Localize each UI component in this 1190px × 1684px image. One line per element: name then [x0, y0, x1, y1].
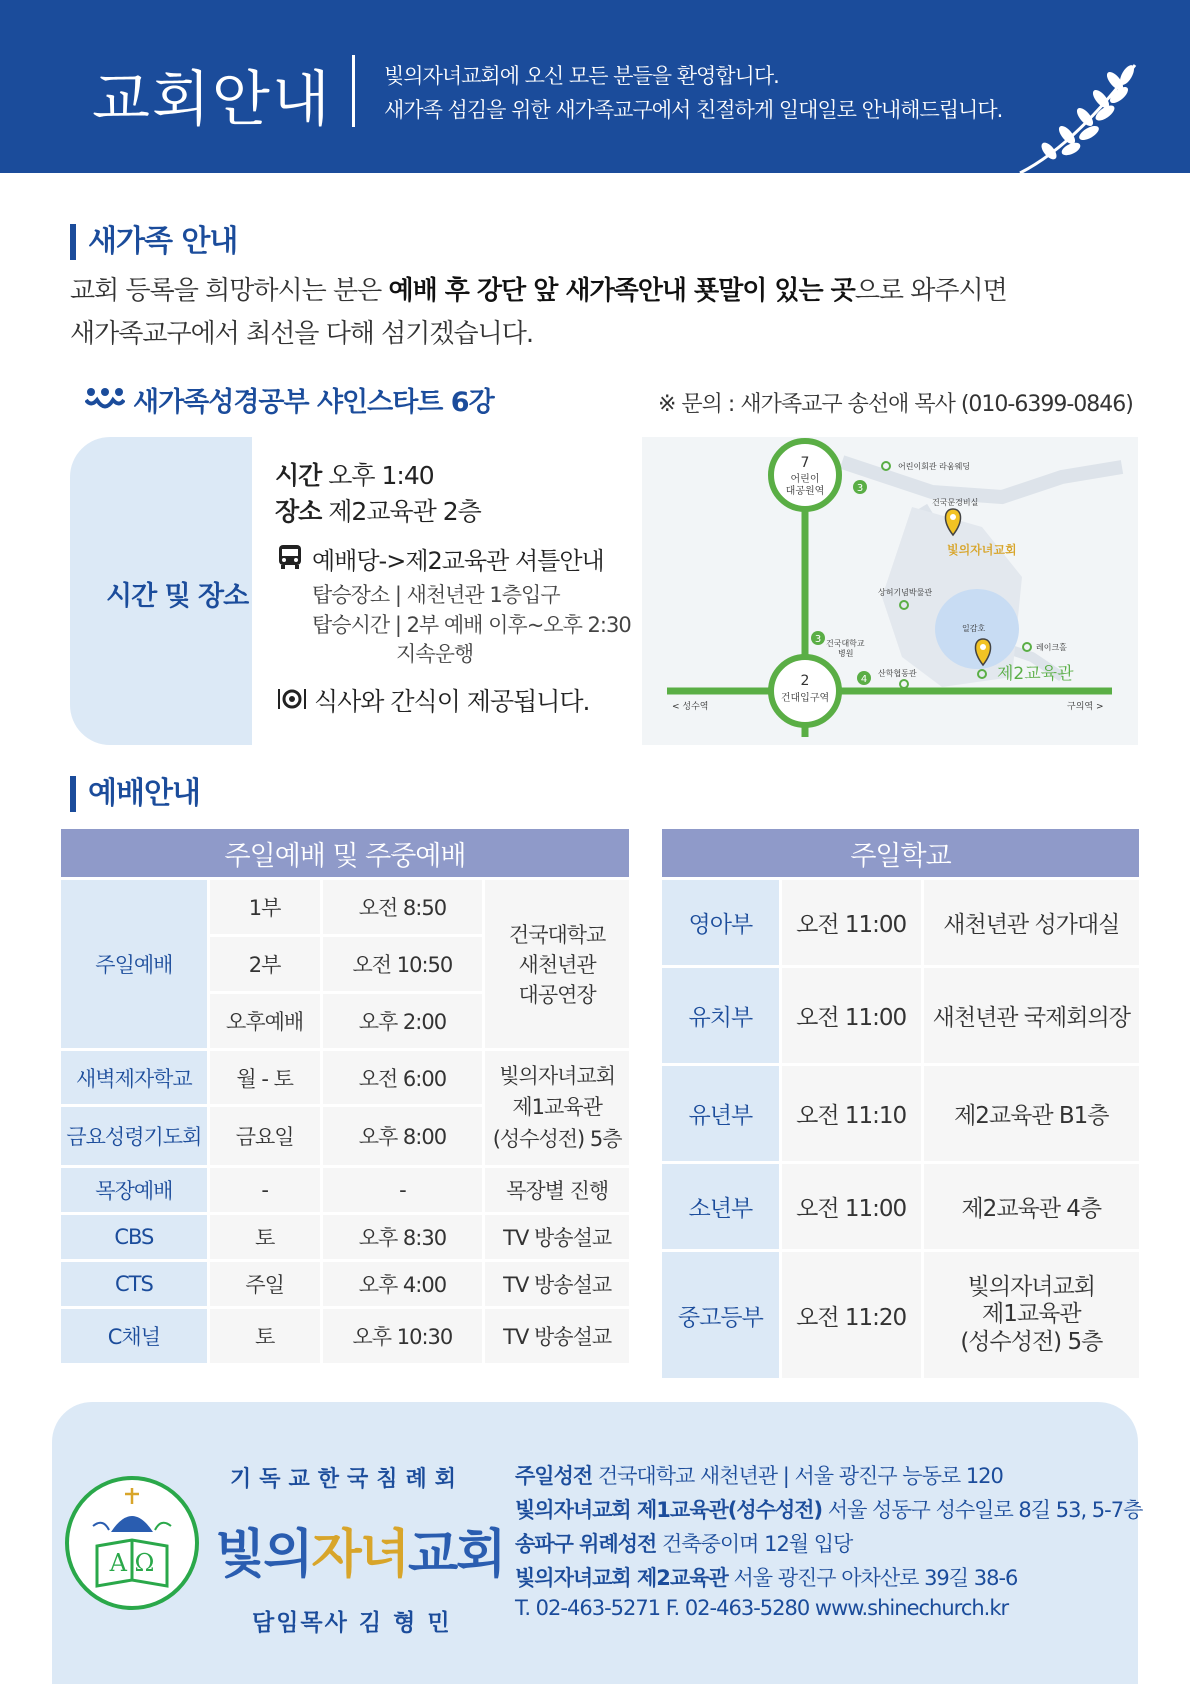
map-label-hall: 산학협동관 [878, 669, 917, 678]
service-part: 2부 [210, 937, 320, 991]
friday-prayer-time: 오후 8:00 [323, 1107, 483, 1165]
shuttle-title: 예배당->제2교육관 셔틀안내 [312, 547, 604, 575]
station-7-name-1: 어린이 [790, 474, 820, 485]
map-label-hospital-1: 건국대학교 [826, 639, 865, 648]
welcome-line-2: 새가족 섬김을 위한 새가족교구에서 친절하게 일대일로 안내해드립니다. [384, 98, 1003, 122]
weekday-place: 빛의자녀교회 제1교육관 (성수성전) 5층 [485, 1051, 629, 1165]
sunday-worship-category: 주일예배 [61, 880, 207, 1048]
map-label-museum: 상허기념박물관 [878, 588, 933, 597]
small-group-day: - [210, 1168, 320, 1212]
cbs-day: 토 [210, 1215, 320, 1259]
dept-time: 오전 11:00 [782, 968, 921, 1063]
newcomer-intro-line-1: 교회 등록을 희망하시는 분은 예배 후 강단 앞 새가족안내 푯말이 있는 곳으로 와주시면 [70, 276, 1007, 306]
map-label-church: 빛의자녀교회 [947, 543, 1017, 557]
dept-time: 오전 11:00 [782, 880, 921, 965]
cts-category: CTS [61, 1262, 207, 1306]
map-label-lakehall: 레이크홀 [1036, 643, 1067, 652]
newcomer-intro-line-2: 새가족교구에서 최선을 다해 섬기겠습니다. [70, 319, 534, 349]
bus-icon [276, 543, 304, 571]
cbs-time: 오후 8:30 [323, 1215, 483, 1259]
cts-day: 주일 [210, 1262, 320, 1306]
cchannel-category: C채널 [61, 1309, 207, 1363]
time-place-label: 시간 및 장소 [106, 581, 249, 612]
exit-3-bottom: 3 [814, 634, 822, 645]
service-time: 오전 8:50 [323, 880, 483, 934]
senior-pastor: 담임목사 김 형 민 [252, 1610, 452, 1636]
dept-name: 영아부 [662, 880, 779, 965]
dawn-school-category: 새벽제자학교 [61, 1051, 207, 1104]
newcomer-heading: 새가족 안내 [70, 224, 237, 260]
dept-place: 새천년관 성가대실 [924, 880, 1139, 965]
dawn-school-time: 오전 6:00 [323, 1051, 483, 1104]
service-part: 1부 [210, 880, 320, 934]
map-label-edu2: 제2교육관 [997, 664, 1074, 684]
station-7-name-2: 대공원역 [785, 486, 825, 497]
church-logo [63, 1474, 201, 1612]
time-row: 시간 오후 1:40 [275, 461, 434, 490]
map-label-lake: 일감호 [962, 624, 986, 633]
dept-time: 오전 11:20 [782, 1252, 921, 1378]
map-label-wedding: 어린이회관 라움웨딩 [898, 462, 971, 471]
utensils-icon [276, 685, 308, 713]
shuttle-boarding-place: 탑승장소 | 새천년관 1층입구 [312, 583, 560, 607]
location-map [642, 437, 1138, 745]
small-group-category: 목장예배 [61, 1168, 207, 1212]
address-education-hall-1: 빛의자녀교회 제1교육관(성수성전) 서울 성동구 성수일로 8길 53, 5-7층 [515, 1498, 1143, 1522]
dawn-school-day: 월 - 토 [210, 1051, 320, 1104]
church-name: 빛의자녀교회 [215, 1525, 505, 1585]
shuttle-boarding-time: 탑승시간 | 2부 예배 이후~오후 2:30 [312, 613, 631, 637]
header-divider [352, 55, 355, 127]
cts-place: TV 방송설교 [485, 1262, 629, 1306]
dept-name: 소년부 [662, 1164, 779, 1249]
dept-name: 중고등부 [662, 1252, 779, 1378]
station-7-number: 7 [800, 455, 810, 471]
cchannel-time: 오후 10:30 [323, 1309, 483, 1363]
dept-name: 유년부 [662, 1066, 779, 1161]
small-group-place: 목장별 진행 [485, 1168, 629, 1212]
address-wirye-sanctuary: 송파구 위례성전 건축중이며 12월 입당 [515, 1532, 853, 1556]
station-2-number: 2 [800, 673, 810, 689]
meal-notice: 식사와 간식이 제공됩니다. [314, 687, 590, 716]
sunday-school-title: 주일학교 [662, 829, 1139, 877]
dept-place: 빛의자녀교회 제1교육관 (성수성전) 5층 [924, 1252, 1139, 1378]
contact-info: ※ 문의 : 새가족교구 송선애 목사 (010-6399-0846) [658, 392, 1133, 417]
friday-prayer-category: 금요성령기도회 [61, 1107, 207, 1165]
logo-letters: A Ω [109, 1549, 155, 1577]
cchannel-day: 토 [210, 1309, 320, 1363]
dept-place: 제2교육관 4층 [924, 1164, 1139, 1249]
dept-name: 유치부 [662, 968, 779, 1063]
page-title: 교회안내 [92, 65, 332, 135]
sunday-worship-place: 건국대학교 새천년관 대공연장 [485, 880, 629, 1048]
worship-table-title: 주일예배 및 주중예배 [61, 829, 629, 877]
worship-heading: 예배안내 [70, 776, 200, 812]
map-label-gate: 건국문경비실 [932, 498, 979, 507]
station-2-name: 건대입구역 [780, 693, 830, 704]
olive-branch-icon [1015, 55, 1150, 175]
map-label-guui: 구의역 > [1067, 702, 1104, 712]
welcome-line-1: 빛의자녀교회에 오신 모든 분들을 환영합니다. [384, 64, 779, 88]
bible-study-title: 새가족성경공부 샤인스타트 6강 [85, 380, 494, 420]
cchannel-place: TV 방송설교 [485, 1309, 629, 1363]
denomination: 기독교한국침례회 [230, 1467, 465, 1492]
small-group-time: - [323, 1168, 483, 1212]
map-label-hospital-2: 병원 [838, 649, 854, 658]
shuttle-continuous: 지속운행 [396, 642, 474, 666]
map-label-seongsu: < 성수역 [672, 702, 709, 712]
service-time: 오전 10:50 [323, 937, 483, 991]
contact-line: T. 02-463-5271 F. 02-463-5280 www.shinechurch.kr [515, 1596, 1009, 1620]
address-education-hall-2: 빛의자녀교회 제2교육관 서울 광진구 아차산로 39길 38-6 [515, 1566, 1018, 1590]
dept-time: 오전 11:10 [782, 1066, 921, 1161]
address-sunday-sanctuary: 주일성전 건국대학교 새천년관 | 서울 광진구 능동로 120 [515, 1464, 1003, 1488]
worship-table [58, 826, 632, 1366]
exit-3-top: 3 [856, 483, 864, 494]
dept-time: 오전 11:00 [782, 1164, 921, 1249]
people-icon [85, 387, 125, 420]
service-time: 오후 2:00 [323, 994, 483, 1048]
cts-time: 오후 4:00 [323, 1262, 483, 1306]
friday-prayer-day: 금요일 [210, 1107, 320, 1165]
service-part: 오후예배 [210, 994, 320, 1048]
place-row: 장소 제2교육관 2층 [275, 497, 481, 526]
dept-place: 제2교육관 B1층 [924, 1066, 1139, 1161]
sunday-school-table [659, 826, 1142, 1381]
exit-4: 4 [860, 674, 868, 685]
header-banner [0, 0, 1190, 173]
cbs-category: CBS [61, 1215, 207, 1259]
cbs-place: TV 방송설교 [485, 1215, 629, 1259]
dept-place: 새천년관 국제회의장 [924, 968, 1139, 1063]
